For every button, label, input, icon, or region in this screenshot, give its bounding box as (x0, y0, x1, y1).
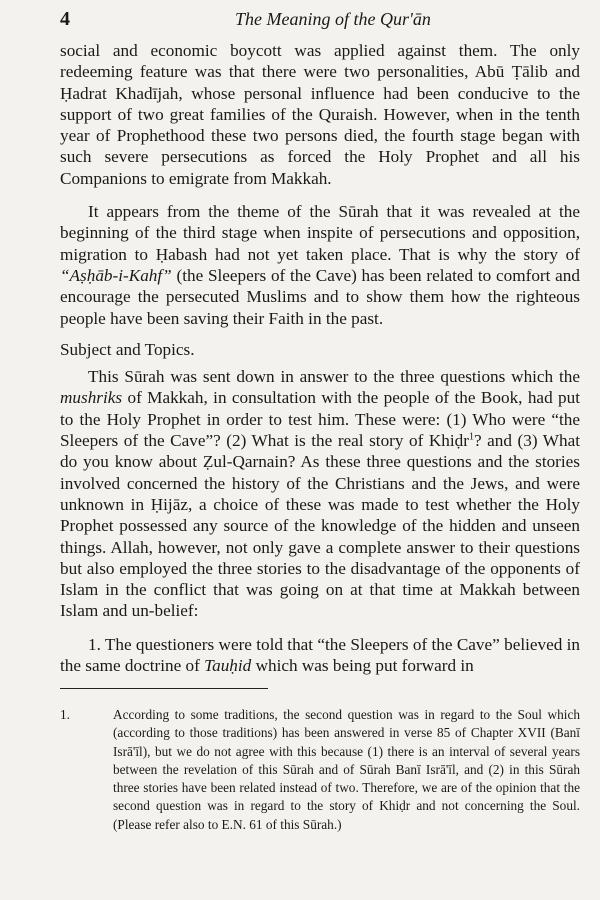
paragraph-revelation-time (60, 201, 580, 329)
footnote (60, 706, 580, 834)
paragraph-text: (the Sleepers of the Cave) has been related to comfort and encourage the persecuted Muslims and to show them how the righteous people have been saving their Faith in the past. (60, 265, 580, 328)
footnote-number: 1. (60, 707, 70, 722)
paragraph-text: This Sūrah was sent down in answer to the three questions which the (88, 367, 580, 387)
paragraph-text: 1. The questioners were told that “the Sleepers of the Cave” believed in the same doctrine of (60, 634, 580, 676)
paragraph-point-one (60, 634, 580, 677)
page-header (60, 8, 580, 32)
italic-term: “Aṣḥāb-i-Kahf” (60, 265, 172, 285)
paragraph-subject (60, 366, 580, 622)
footnote-divider (60, 688, 268, 689)
paragraph-text: ? and (3) What do you know about Ẓul-Qarnain? As these three questions and the stories involved concerned the history of the Christians and the Jews, and were unknown in Ḥijāz, a choice of these was made to test whether the Holy Prophet possessed any source of the knowledge of the hidden and unseen things. Allah, however, not only gave a complete answer to their questions but also employed the three stories to the disadvantage of the opponents of Islam in the conflict that was going on at that time at Makkah between Islam and un-belief: (60, 431, 580, 621)
paragraph-text: of Makkah, in consultation with the people of the Book, had put to the Holy Prophet in order to test him. These were: (1) Who were “the Sleepers of the Cave”? (2) What is the real story of Khiḍr (60, 388, 581, 451)
italic-term: Tauḥid (204, 656, 252, 676)
footnote-marker: 1 (468, 431, 474, 443)
footnote-text: According to some traditions, the second question was in regard to the Soul which (according to those traditions) has been answered in verse 85 of Chapter XVII (Banī Isrā'īl), but we do not agree with this because (1) there is an interval of several years between the revelation of this Sūrah and of Sūrah Banī Isrā'īl, and (2) in this Sūrah three stories have been related instead of two. Therefore, we are of the opinion that the second question was in regard to the story of Khiḍr and not concerning the Soul. (Please refer also to E.N. 61 of this Sūrah.) (113, 707, 580, 832)
page-number: 4 (60, 8, 70, 30)
paragraph-text: It appears from the theme of the Sūrah that it was revealed at the beginning of the third stage when inspite of persecutions and opposition, migration to Ḥabash had not yet taken place. That is why the story of (60, 202, 580, 264)
section-heading: Subject and Topics. (60, 339, 195, 359)
body-text (60, 40, 580, 676)
running-title: The Meaning of the Qur'ān (235, 9, 431, 29)
italic-term: mushriks (60, 388, 123, 408)
paragraph-continued: social and economic boycott was applied against them. The only redeeming feature was that there were two personalities, Abū Ṭālib and Ḥadrat Khadījah, whose personal influence had been conducive to the support of two great families of the Quraish. However, when in the tenth year of Prophethood these two persons died, the fourth stage began with such severe persecutions as forced the Holy Prophet and all his Companions to emigrate from Makkah. (60, 41, 580, 188)
paragraph-text: which was being put forward in (255, 656, 474, 676)
